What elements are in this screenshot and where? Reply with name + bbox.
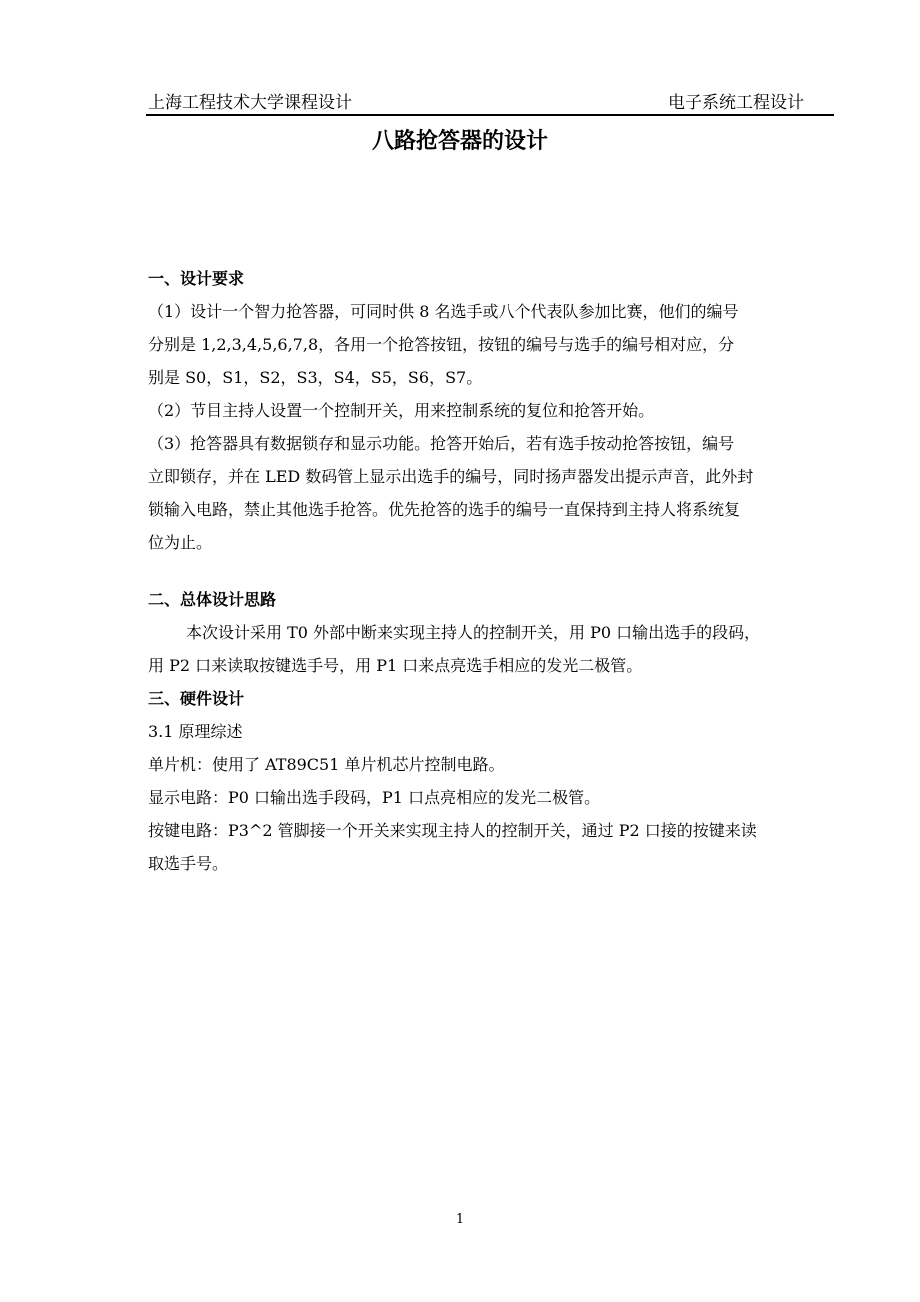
paragraph-line: （2）节目主持人设置一个控制开关，用来控制系统的复位和抢答开始。 <box>148 401 655 420</box>
section-heading-hardware: 三、硬件设计 <box>148 689 245 708</box>
section-heading-overall-design: 二、总体设计思路 <box>148 590 277 609</box>
paragraph-line: 取选手号。 <box>148 854 229 873</box>
paragraph-line: 单片机：使用了 AT89C51 单片机芯片控制电路。 <box>148 755 505 774</box>
paragraph-line: 位为止。 <box>148 533 213 552</box>
paragraph-line: 分别是 1,2,3,4,5,6,7,8，各用一个抢答按钮，按钮的编号与选手的编号相对应，分 <box>148 335 735 354</box>
paragraph-line: （1）设计一个智力抢答器，可同时供 8 名选手或八个代表队参加比赛，他们的编号 <box>148 302 739 321</box>
header-school: 上海工程技术大学课程设计 <box>148 93 352 113</box>
paragraph-line: 本次设计采用 T0 外部中断来实现主持人的控制开关，用 P0 口输出选手的段码， <box>186 623 761 642</box>
paragraph-line: （3）抢答器具有数据锁存和显示功能。抢答开始后，若有选手按动抢答按钮，编号 <box>148 434 735 453</box>
document-title: 八路抢答器的设计 <box>371 129 548 154</box>
paragraph-line: 锁输入电路，禁止其他选手抢答。优先抢答的选手的编号一直保持到主持人将系统复 <box>148 500 741 519</box>
page-number: 1 <box>455 1212 465 1227</box>
subsection-heading: 3.1 原理综述 <box>148 722 243 741</box>
section-heading-requirements: 一、设计要求 <box>148 269 245 288</box>
paragraph-line: 用 P2 口来读取按键选手号，用 P1 口来点亮选手相应的发光二极管。 <box>148 656 643 675</box>
paragraph-line: 按键电路：P3^2 管脚接一个开关来实现主持人的控制开关，通过 P2 口接的按键来读 <box>148 821 757 840</box>
paragraph-line: 显示电路：P0 口输出选手段码，P1 口点亮相应的发光二极管。 <box>148 788 601 807</box>
paragraph-line: 别是 S0，S1，S2，S3，S4，S5，S6，S7。 <box>148 368 483 387</box>
header-course: 电子系统工程设计 <box>668 93 804 113</box>
page-header <box>146 86 834 116</box>
paragraph-line: 立即锁存，并在 LED 数码管上显示出选手的编号，同时扬声器发出提示声音，此外封 <box>148 467 754 486</box>
document-body <box>148 262 836 880</box>
section-spacer <box>148 559 836 583</box>
